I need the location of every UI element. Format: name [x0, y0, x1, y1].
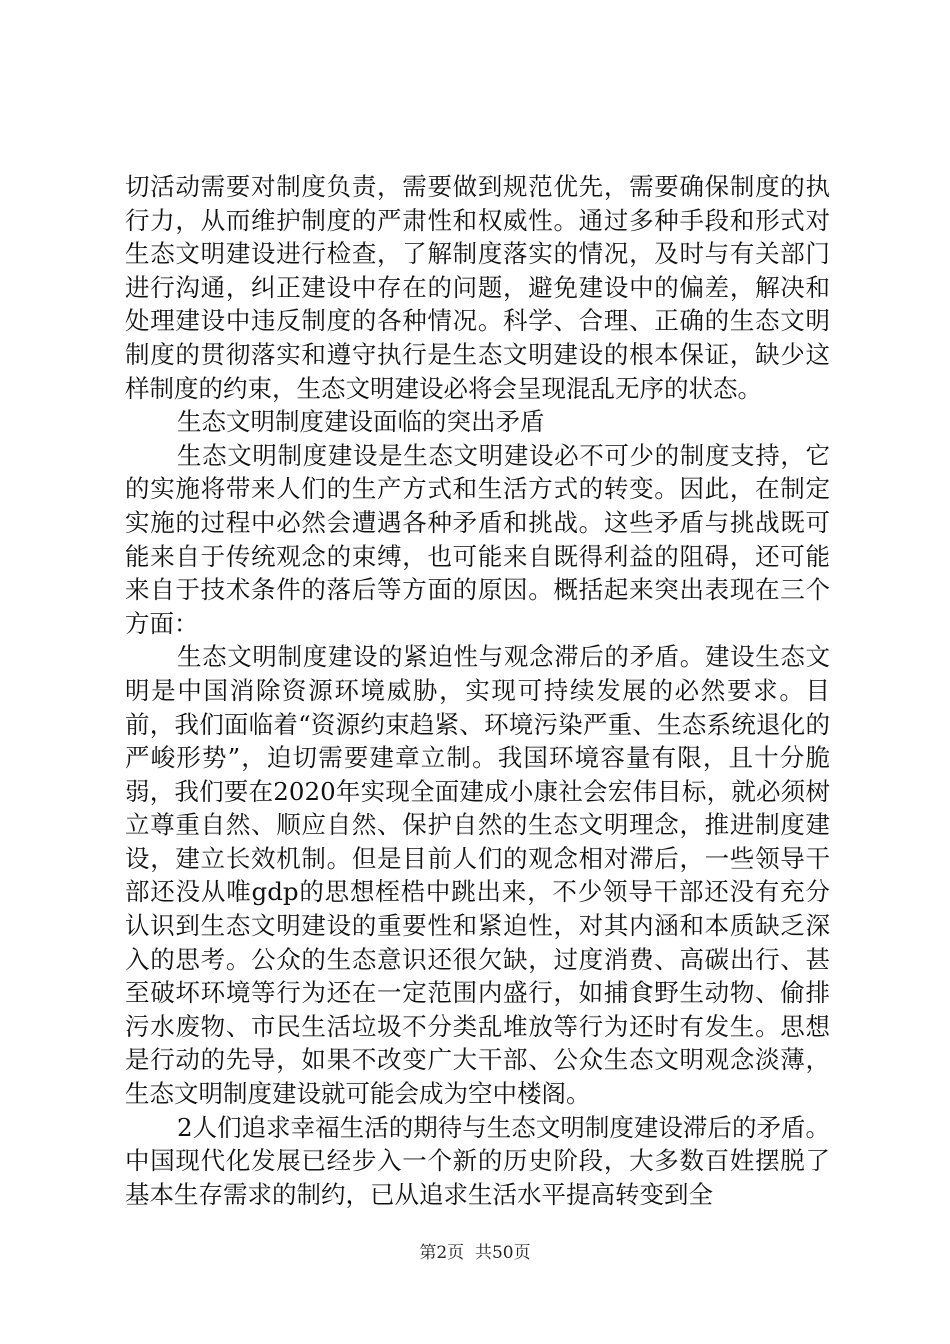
document-body — [125, 170, 830, 1211]
page-footer — [0, 1242, 950, 1264]
page-number-label: 第2页 共50页 — [419, 1243, 531, 1263]
section-heading: 生态文明制度建设面临的突出矛盾 — [177, 407, 545, 437]
paragraph: 生态文明制度建设的紧迫性与观念滞后的矛盾。建设生态文明是中国消除资源环境威胁，实现可持续发展的必然要求。目前，我们面临着“资源约束趋紧、环境污染严重、生态系统退化的严峻形势”，迫切需要建章立制。我国环境容量有限，且十分脆弱，我们要在2020年实现全面建成小康社会宏伟目标，就必须树立尊重自然、顺应自然、保护自然的生态文明理念，推进制度建设，建立长效机制。但是目前人们的观念相对滞后，一些领导干部还没从唯gdp的思想桎梏中跳出来，不少领导干部还没有充分认识到生态文明建设的重要性和紧迫性，对其内涵和本质缺乏深入的思考。公众的生态意识还很欠缺，过度消费、高碳出行、甚至破坏环境等行为还在一定范围内盛行，如捕食野生动物、偷排污水废物、市民生活垃圾不分类乱堆放等行为还时有发生。思想是行动的先导，如果不改变广大干部、公众生态文明观念淡薄，生态文明制度建设就可能会成为空中楼阁。 — [125, 642, 830, 1109]
paragraph: 生态文明制度建设是生态文明建设必不可少的制度支持，它的实施将带来人们的生产方式和生活方式的转变。因此，在制定实施的过程中必然会遭遇各种矛盾和挑战。这些矛盾与挑战既可能来自于传统观念的束缚，也可能来自既得利益的阻碍，还可能来自于技术条件的落后等方面的原因。概括起来突出表现在三个方面： — [125, 440, 830, 638]
paragraph-continuation: 切活动需要对制度负责，需要做到规范优先，需要确保制度的执行力，从而维护制度的严肃性和权威性。通过多种手段和形式对生态文明建设进行检查，了解制度落实的情况，及时与有关部门进行沟通，纠正建设中存在的问题，避免建设中的偏差，解决和处理建设中违反制度的各种情况。科学、合理、正确的生态文明制度的贯彻落实和遵守执行是生态文明建设的根本保证，缺少这样制度的约束，生态文明建设必将会呈现混乱无序的状态。 — [125, 172, 830, 403]
paragraph: 2人们追求幸福生活的期待与生态文明制度建设滞后的矛盾。中国现代化发展已经步入一个新的历史阶段，大多数百姓摆脱了基本生存需求的制约，已从追求生活水平提高转变到全 — [125, 1112, 830, 1209]
